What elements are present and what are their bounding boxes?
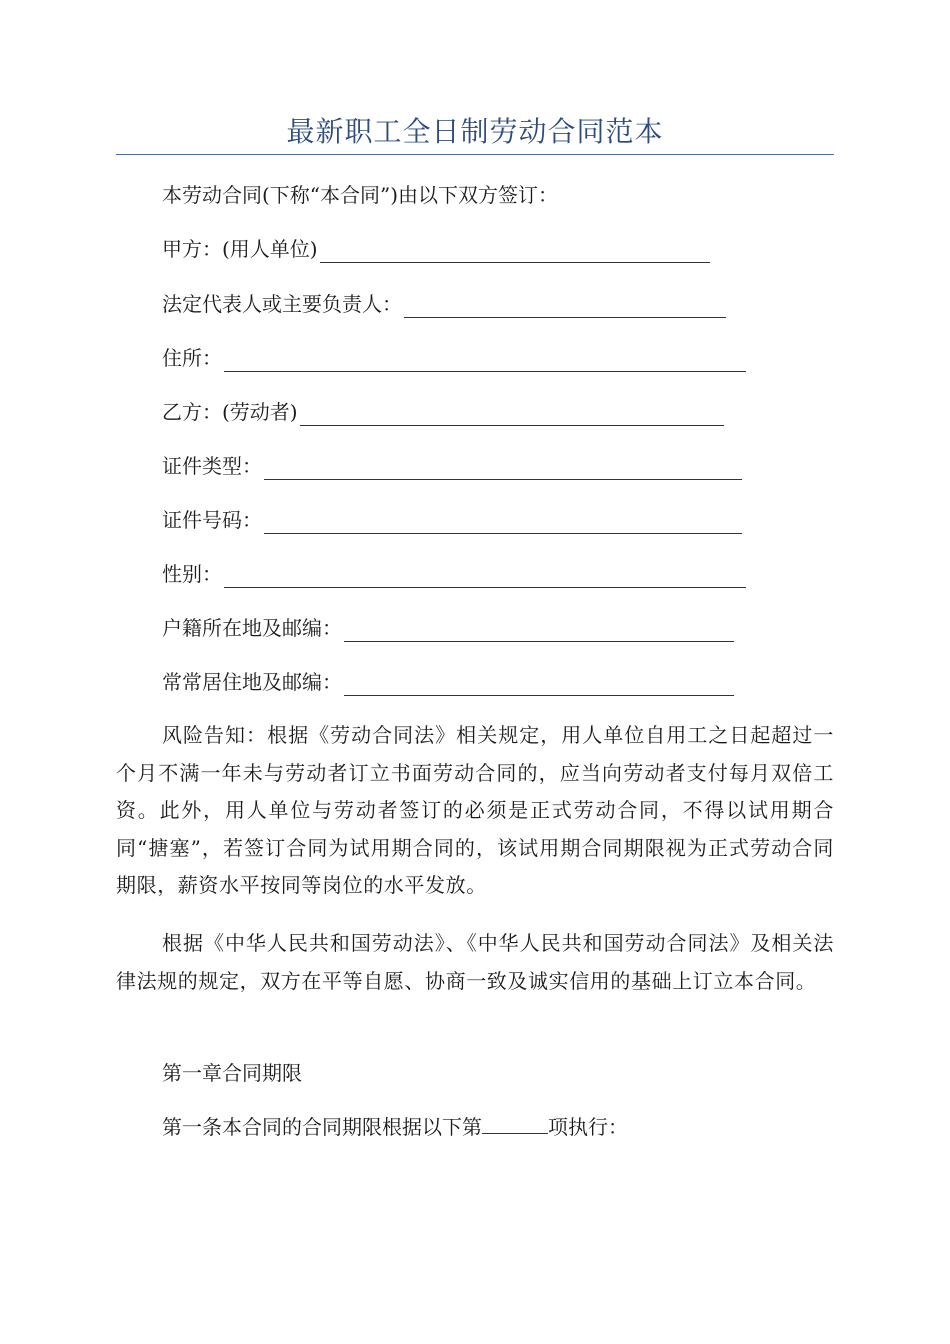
chapter-heading: 第一章合同期限	[162, 1061, 302, 1085]
field-party-b-blank[interactable]	[300, 403, 724, 426]
field-id-number-label: 证件号码：	[162, 508, 262, 532]
field-address	[162, 344, 746, 372]
field-household-registration-label: 户籍所在地及邮编：	[162, 616, 342, 640]
field-address-blank[interactable]	[224, 349, 746, 372]
article-1-option-blank[interactable]	[482, 1113, 548, 1134]
field-legal-representative-label: 法定代表人或主要负责人：	[162, 292, 402, 316]
risk-notice-paragraph: 风险告知：根据《劳动合同法》相关规定，用人单位自用工之日起超过一个月不满一年未与劳动者订立书面劳动合同的，应当向劳动者支付每月双倍工资。此外，用人单位与劳动者签订的必须是正式劳动合同，不得以试用期合同“搪塞”，若签订合同为试用期合同的，该试用期合同期限视为正式劳动合同期限，薪资水平按同等岗位的水平发放。	[116, 723, 834, 897]
field-party-b	[162, 398, 724, 426]
field-household-registration	[162, 614, 734, 642]
field-id-type	[162, 452, 742, 480]
field-party-a-blank[interactable]	[320, 240, 710, 263]
field-party-a-label: 甲方：(用人单位)	[162, 237, 318, 261]
document-title: 最新职工全日制劳动合同范本	[286, 115, 664, 148]
field-id-type-blank[interactable]	[264, 457, 742, 480]
field-residence-blank[interactable]	[344, 673, 734, 696]
legal-basis-paragraph: 根据《中华人民共和国劳动法》、《中华人民共和国劳动合同法》及相关法律法规的规定，双方在平等自愿、协商一致及诚实信用的基础上订立本合同。	[116, 931, 834, 993]
field-legal-representative-blank[interactable]	[404, 295, 726, 318]
field-party-a	[162, 235, 710, 263]
field-id-number	[162, 506, 742, 534]
field-gender-label: 性别：	[162, 562, 222, 586]
field-residence	[162, 668, 734, 696]
field-address-label: 住所：	[162, 346, 222, 370]
field-party-b-label: 乙方：(劳动者)	[162, 400, 298, 424]
title-underline	[116, 154, 834, 155]
field-household-registration-blank[interactable]	[344, 619, 734, 642]
field-gender	[162, 560, 746, 588]
field-id-number-blank[interactable]	[264, 511, 742, 534]
article-1-line	[162, 1113, 628, 1141]
article-1-text-after: 项执行：	[548, 1115, 628, 1139]
field-id-type-label: 证件类型：	[162, 454, 262, 478]
field-residence-label: 常常居住地及邮编：	[162, 670, 342, 694]
field-gender-blank[interactable]	[224, 565, 746, 588]
field-legal-representative	[162, 290, 726, 318]
article-1-text-before: 第一条本合同的合同期限根据以下第	[162, 1115, 482, 1139]
intro-line: 本劳动合同(下称“本合同”)由以下双方签订：	[162, 183, 559, 207]
